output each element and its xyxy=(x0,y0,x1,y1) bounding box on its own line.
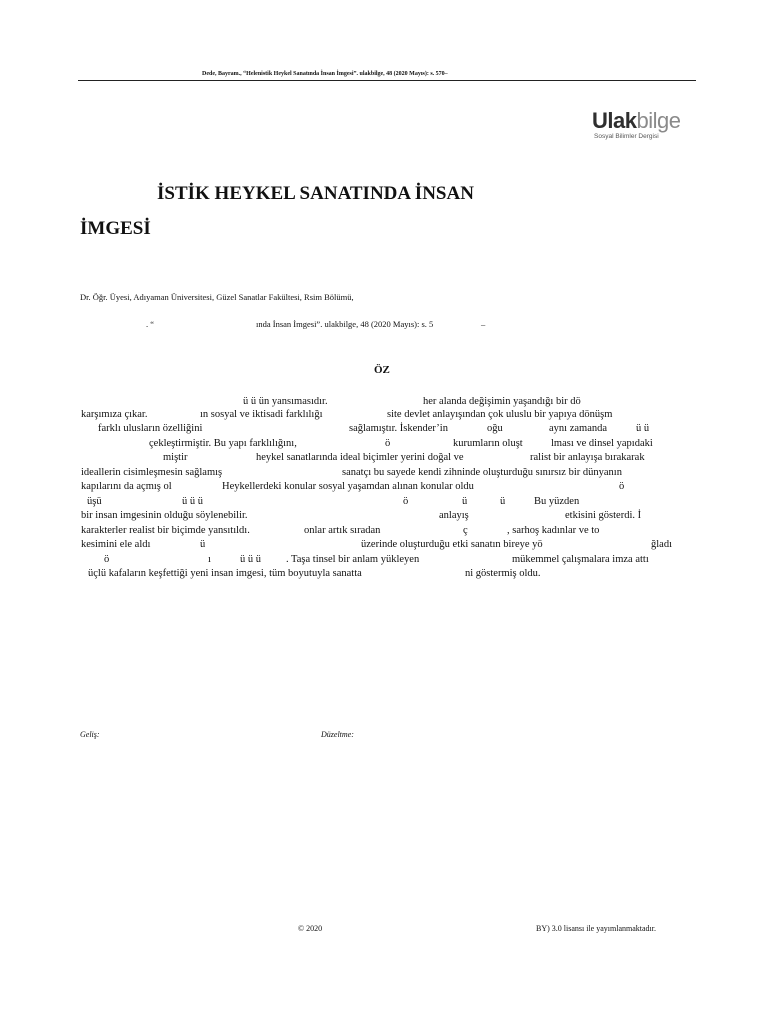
abstract-fragment: ç xyxy=(463,525,468,536)
citation-part-3: – xyxy=(481,319,486,329)
abstract-fragment: üzerinde oluşturduğu etki sanatın bireye yö xyxy=(361,539,543,550)
article-title-line-2: İMGESİ xyxy=(80,218,151,239)
citation-part-2: ında İnsan İmgesi”. ulakbilge, 48 (2020 Mayıs): s. 5 xyxy=(256,319,434,329)
abstract-fragment: ideallerin cisimleşmesin sağlamış xyxy=(81,467,223,478)
abstract-fragment: mükemmel çalışmalara imza attı xyxy=(512,554,649,565)
abstract-fragment: ü xyxy=(500,496,506,507)
abstract-fragment: kurumların oluşt xyxy=(453,438,523,449)
received-date-label: Geliş: xyxy=(80,730,100,739)
license-notice: BY) 3.0 lisansı ile yayımlanmaktadır. xyxy=(536,924,656,933)
abstract-fragment: bir insan imgesinin olduğu söylenebilir. xyxy=(81,510,248,521)
logo-word-bilge: bilge xyxy=(636,108,681,133)
abstract-fragment: ö xyxy=(385,438,391,449)
abstract-fragment: üçlü kafaların keşfettiği yeni insan imgesi, tüm boyutuyla sanatta xyxy=(88,568,362,579)
abstract-fragment: ü ü ün yansımasıdır. xyxy=(243,396,328,407)
abstract-fragment: ü ü xyxy=(636,423,650,434)
author-affiliation: Dr. Öğr. Üyesi, Adıyaman Üniversitesi, Güzel Sanatlar Fakültesi, Rsim Bölümü, xyxy=(80,292,354,302)
abstract-fragment: onlar artık sıradan xyxy=(304,525,381,536)
abstract-fragment: oğu xyxy=(487,423,503,434)
abstract-fragment: ğladı xyxy=(651,539,672,550)
abstract-fragment: ö xyxy=(104,554,110,565)
abstract-fragment: ü ü ü xyxy=(182,496,203,507)
journal-logo xyxy=(592,110,696,144)
abstract-fragment: her alanda değişimin yaşandığı bir dö xyxy=(423,396,581,407)
abstract-fragment: sanatçı bu sayede kendi zihninde oluşturduğu sınırsız bir dünyanın xyxy=(342,467,622,478)
abstract-fragment: çekleştirmiştir. Bu yapı farklılığını, xyxy=(149,438,297,449)
logo-word-ulak: Ulak xyxy=(592,108,637,133)
abstract-fragment: farklı ulusların özelliğini xyxy=(98,423,203,434)
abstract-fragment: ü xyxy=(462,496,468,507)
abstract-fragment: karakterler realist bir biçimde yansıtıldı. xyxy=(81,525,250,536)
logo-wordmark xyxy=(592,110,696,132)
abstract-fragment: ni göstermiş oldu. xyxy=(465,568,541,579)
abstract-fragment: Heykellerdeki konular sosyal yaşamdan alınan konular oldu xyxy=(222,481,474,492)
abstract-fragment: miştir xyxy=(163,452,188,463)
abstract-fragment: ın sosyal ve iktisadi farklılığı xyxy=(200,409,323,420)
article-title-line-1: İSTİK HEYKEL SANATINDA İNSAN xyxy=(157,183,474,204)
abstract-fragment: ö xyxy=(403,496,409,507)
revised-date-label: Düzeltme: xyxy=(321,730,354,739)
abstract-fragment: kesimini ele aldı xyxy=(81,539,151,550)
abstract-fragment: ö xyxy=(619,481,625,492)
abstract-fragment: , sarhoş kadınlar ve to xyxy=(507,525,600,536)
abstract-fragment: kapılarını da açmış ol xyxy=(81,481,172,492)
abstract-fragment: aynı zamanda xyxy=(549,423,608,434)
copyright-notice: © 2020 xyxy=(298,924,323,933)
abstract-fragment: ralist bir anlayışa bırakarak xyxy=(530,452,645,463)
running-header: Dede, Bayram., “Helenistik Heykel Sanatında İnsan İmgesi”. ulakbilge, 48 (2020 Mayıs): s. 570– xyxy=(202,71,448,77)
header-divider xyxy=(78,80,696,81)
abstract-heading: ÖZ xyxy=(374,364,390,376)
abstract-fragment: sağlamıştır. İskender’in xyxy=(349,423,448,434)
abstract-fragment: ü ü ü xyxy=(240,554,261,565)
abstract-fragment: ü xyxy=(200,539,206,550)
abstract-fragment: etkisini gösterdi. İ xyxy=(565,510,642,521)
abstract-fragment: üşü xyxy=(87,496,102,507)
abstract-fragment: lması ve dinsel yapıdaki xyxy=(551,438,653,449)
abstract-fragment: . Taşa tinsel bir anlam yükleyen xyxy=(286,554,420,565)
abstract-fragment: site devlet anlayışından çok uluslu bir yapıya dönüşm xyxy=(387,409,613,420)
abstract-fragment: anlayış xyxy=(439,510,469,521)
abstract-fragment: karşımıza çıkar. xyxy=(81,409,148,420)
abstract-fragment: ı xyxy=(208,554,211,565)
citation-part-1: . “ xyxy=(146,319,155,329)
abstract-fragment: Bu yüzden xyxy=(534,496,580,507)
abstract-fragment: heykel sanatlarında ideal biçimler yerini doğal ve xyxy=(256,452,464,463)
logo-subtitle: Sosyal Bilimler Dergisi xyxy=(594,133,659,140)
